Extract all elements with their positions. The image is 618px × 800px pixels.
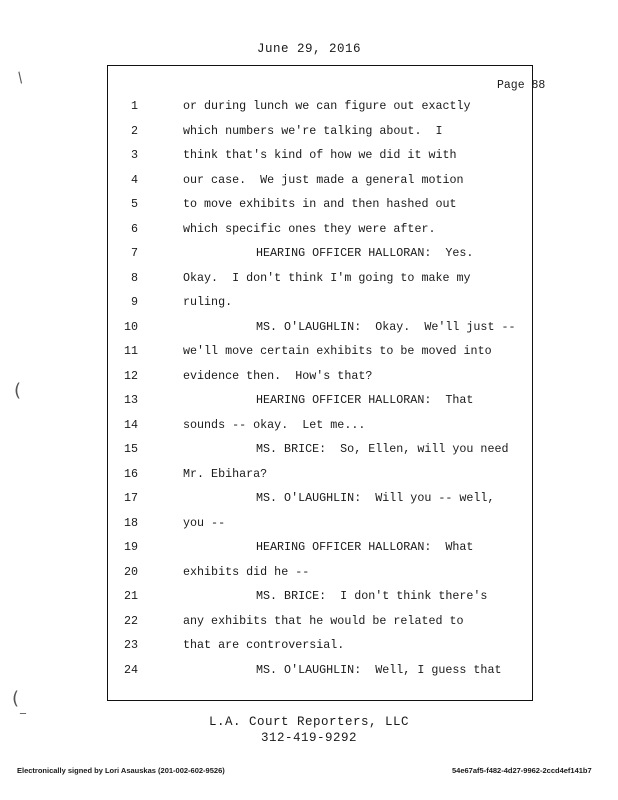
line-number: 14 xyxy=(123,417,138,432)
line-text: MS. O'LAUGHLIN: Will you -- well, xyxy=(256,491,495,505)
line-number: 9 xyxy=(130,295,138,309)
transcript-line xyxy=(0,393,618,413)
transcript-line xyxy=(0,295,618,315)
line-number: 23 xyxy=(123,638,138,652)
line-text: ruling. xyxy=(183,295,233,309)
line-text: HEARING OFFICER HALLORAN: What xyxy=(256,540,474,554)
transcript-line xyxy=(0,124,618,144)
line-text: to move exhibits in and then hashed out xyxy=(183,197,457,211)
line-number: 4 xyxy=(130,172,138,187)
transcript-line xyxy=(0,516,618,536)
line-number: 20 xyxy=(123,564,138,579)
line-text: any exhibits that he would be related to xyxy=(183,613,464,628)
line-text: or during lunch we can figure out exactly xyxy=(183,99,471,113)
page-number-label: Page 88 xyxy=(497,79,546,92)
page-date-header: June 29, 2016 xyxy=(256,42,362,56)
margin-scan-mark: _ xyxy=(20,700,26,714)
line-number: 2 xyxy=(130,123,138,138)
line-text: which specific ones they were after. xyxy=(183,221,436,236)
court-reporter-name: L.A. Court Reporters, LLC xyxy=(208,715,410,729)
transcript-line xyxy=(0,369,618,389)
transcript-line xyxy=(0,491,618,511)
line-text: MS. O'LAUGHLIN: Okay. We'll just -- xyxy=(256,319,516,334)
transcript-line xyxy=(0,589,618,609)
line-number: 1 xyxy=(130,99,138,113)
transcript-line xyxy=(0,540,618,560)
line-number: 8 xyxy=(130,270,138,285)
transcript-line xyxy=(0,222,618,242)
line-number: 17 xyxy=(123,491,138,505)
line-number: 21 xyxy=(123,589,138,603)
line-text: MS. BRICE: I don't think there's xyxy=(256,589,488,603)
line-text: our case. We just made a general motion xyxy=(183,172,464,187)
transcript-line xyxy=(0,99,618,119)
line-text: HEARING OFFICER HALLORAN: Yes. xyxy=(256,246,474,260)
line-text: think that's kind of how we did it with xyxy=(183,148,457,162)
transcript-line xyxy=(0,638,618,658)
transcript-line xyxy=(0,614,618,634)
court-reporter-phone: 312-419-9292 xyxy=(260,731,357,745)
line-text: exhibits did he -- xyxy=(183,564,310,579)
line-text: we'll move certain exhibits to be moved into xyxy=(183,344,492,358)
line-text: sounds -- okay. Let me... xyxy=(183,417,366,432)
line-number: 6 xyxy=(130,221,138,236)
transcript-line xyxy=(0,148,618,168)
line-text: that are controversial. xyxy=(183,638,345,652)
line-number: 16 xyxy=(123,466,138,481)
transcript-line xyxy=(0,442,618,462)
margin-scan-mark: / xyxy=(14,69,27,87)
line-text: Okay. I don't think I'm going to make my xyxy=(183,270,471,285)
line-text: you -- xyxy=(183,515,226,530)
transcript-line xyxy=(0,418,618,438)
margin-scan-mark: ( xyxy=(14,380,22,401)
transcript-line xyxy=(0,246,618,266)
line-number: 10 xyxy=(123,319,138,334)
line-text: which numbers we're talking about. I xyxy=(183,123,443,138)
document-hash: 54e67af5-f482-4d27-9962-2ccd4ef141b7 xyxy=(452,766,592,775)
line-number: 12 xyxy=(123,368,138,383)
line-number: 15 xyxy=(123,442,138,456)
electronic-signature-note: Electronically signed by Lori Asauskas (201-002-602-9526) xyxy=(17,766,225,775)
line-number: 3 xyxy=(130,148,138,162)
line-number: 18 xyxy=(123,515,138,530)
line-number: 5 xyxy=(130,197,138,211)
transcript-line xyxy=(0,565,618,585)
line-number: 7 xyxy=(130,246,138,260)
line-number: 22 xyxy=(123,613,138,628)
transcript-line xyxy=(0,320,618,340)
transcript-line xyxy=(0,344,618,364)
transcript-line xyxy=(0,467,618,487)
line-number: 11 xyxy=(123,344,138,358)
margin-scan-mark: ( xyxy=(12,688,20,709)
transcript-line xyxy=(0,663,618,683)
transcript-line xyxy=(0,197,618,217)
line-number: 24 xyxy=(123,662,138,677)
line-text: HEARING OFFICER HALLORAN: That xyxy=(256,393,474,407)
line-number: 19 xyxy=(123,540,138,554)
transcript-line xyxy=(0,271,618,291)
transcript-line xyxy=(0,173,618,193)
line-text: Mr. Ebihara? xyxy=(183,466,268,481)
line-text: evidence then. How's that? xyxy=(183,368,373,383)
line-text: MS. BRICE: So, Ellen, will you need xyxy=(256,442,509,456)
line-text: MS. O'LAUGHLIN: Well, I guess that xyxy=(256,662,502,677)
line-number: 13 xyxy=(123,393,138,407)
